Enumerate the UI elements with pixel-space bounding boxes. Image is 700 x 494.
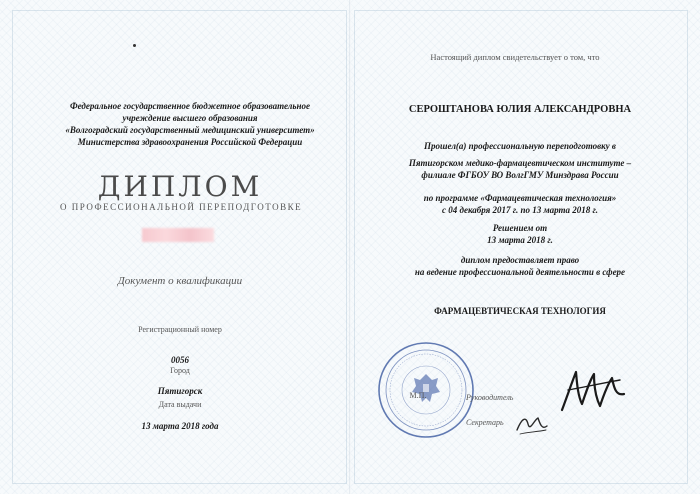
city-value: Пятигорск	[157, 386, 203, 396]
head-signature	[558, 364, 628, 416]
institute-line: филиале ФГБОУ ВО ВолгГМУ Минздрава России	[421, 170, 619, 180]
organization-line: Министерства здравоохранения Российской Федерации	[77, 137, 303, 147]
grant-line: на ведение профессиональной деятельности в сфере	[414, 267, 626, 277]
grant-line: диплом предоставляет право	[460, 255, 580, 265]
decision-line: Решением от	[492, 223, 548, 233]
decision-line: 13 марта 2018 г.	[487, 235, 553, 245]
training-institute	[390, 157, 650, 181]
left-page	[12, 10, 347, 484]
decision-info	[395, 222, 645, 246]
speck-mark	[133, 44, 136, 47]
organization-line: Федеральное государственное бюджетное образовательное	[70, 101, 310, 111]
official-seal	[376, 340, 476, 440]
institute-line: Пятигорском медико-фармацевтическом институте –	[408, 158, 632, 168]
certifies-text: Настоящий диплом свидетельствует о том, что	[430, 52, 600, 62]
program-line: по программе «Фармацевтическая технология»	[423, 193, 617, 203]
secretary-signature	[514, 410, 550, 438]
rights-granted	[390, 254, 650, 278]
organization-line: «Волгоградский государственный медицинский университет»	[65, 125, 315, 135]
program-info	[390, 192, 650, 216]
page-fold	[349, 0, 351, 494]
program-line: с 04 декабря 2017 г. по 13 марта 2018 г.	[441, 205, 598, 215]
seal-place-label: М.П.	[409, 391, 427, 400]
document-subtitle: О ПРОФЕССИОНАЛЬНОЙ ПЕРЕПОДГОТОВКЕ	[60, 202, 303, 212]
redacted-serial-number	[142, 228, 214, 242]
registration-number: 0056	[171, 355, 189, 365]
organization-line: учреждение высшего образования	[122, 113, 258, 123]
registration-number-label: Регистрационный номер	[138, 325, 222, 334]
issue-date: 13 марта 2018 года	[141, 421, 219, 431]
issuing-organization	[44, 100, 336, 148]
holder-name: СЕРОШТАНОВА ЮЛИЯ АЛЕКСАНДРОВНА	[408, 104, 632, 115]
issue-date-label: Дата выдачи	[158, 400, 202, 409]
specialty-field: ФАРМАЦЕВТИЧЕСКАЯ ТЕХНОЛОГИЯ	[434, 306, 606, 316]
city-label: Город	[170, 366, 190, 375]
document-type: Документ о квалификации	[117, 275, 243, 287]
head-label: Руководитель	[466, 393, 514, 402]
document-title: ДИПЛОМ	[97, 170, 263, 203]
passed-training-text: Прошел(а) профессиональную переподготовку в	[424, 141, 616, 151]
secretary-label: Секретарь	[466, 418, 504, 427]
